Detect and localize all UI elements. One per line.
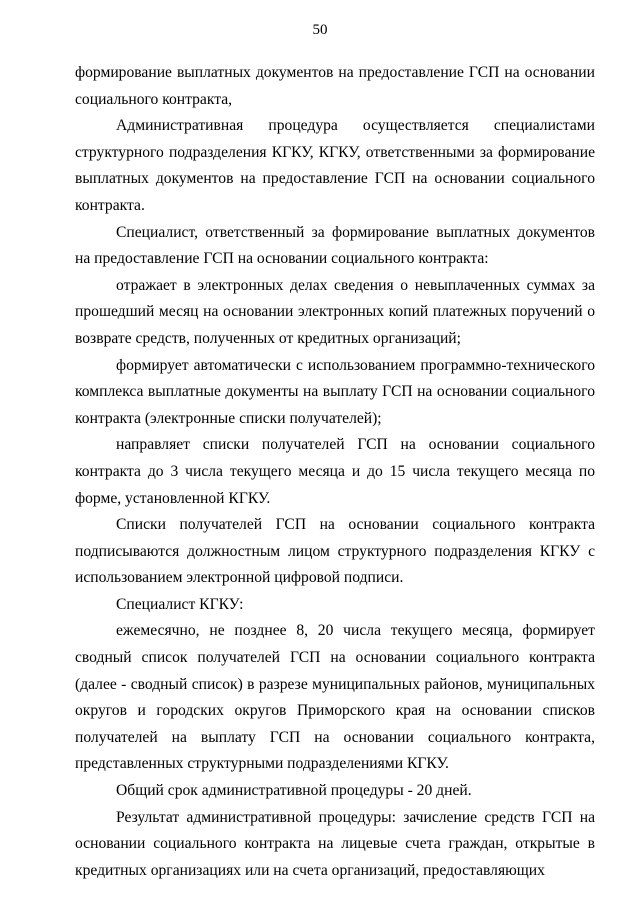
page-number: 50 bbox=[312, 22, 328, 38]
paragraph-4: отражает в электронных делах сведения о невыплаченных суммах за прошедший месяц на основании электронных копий платежных поручений о возврате средств, полученных от кредитных организаций; bbox=[75, 276, 595, 347]
document-body bbox=[75, 60, 595, 884]
paragraph-7: Списки получателей ГСП на основании социального контракта подписываются должностным лицом структурного подразделения КГКУ с использованием электронной цифровой подписи. bbox=[75, 516, 595, 587]
paragraph-2: Административная процедура осуществляется специалистами структурного подразделения КГКУ, КГКУ, ответственными за формирование выплатных документов на предоставление ГСП на основании социального контракта. bbox=[75, 117, 595, 214]
paragraph-9: ежемесячно, не позднее 8, 20 числа текущего месяца, формирует сводный список получателей ГСП на основании социального контракта (далее - сводный список) в разрезе муниципальных районов, муниципальных округов и городских округов Приморского края на основании списков получателей на выплату ГСП на основании социального контракта, представленных структурными подразделениями КГКУ. bbox=[75, 622, 595, 773]
paragraph-8: Специалист КГКУ: bbox=[116, 595, 244, 613]
paragraph-5: формирует автоматически с использованием программно-технического комплекса выплатные документы на выплату ГСП на основании социального контракта (электронные списки получателей); bbox=[75, 356, 595, 427]
paragraph-1: формирование выплатных документов на предоставление ГСП на основании социального контракта, bbox=[75, 64, 595, 108]
paragraph-6: направляет списки получателей ГСП на основании социального контракта до 3 числа текущего месяца и до 15 числа текущего месяца по форме, установленной КГКУ. bbox=[75, 436, 595, 507]
paragraph-10: Общий срок административной процедуры - 20 дней. bbox=[116, 782, 472, 800]
paragraph-3: Специалист, ответственный за формирование выплатных документов на предоставление ГСП на основании социального контракта: bbox=[75, 223, 595, 268]
paragraph-11: Результат административной процедуры: зачисление средств ГСП на основании социального контракта на лицевые счета граждан, открытые в кредитных организациях или на счета организаций, предоставляющих bbox=[75, 808, 595, 879]
